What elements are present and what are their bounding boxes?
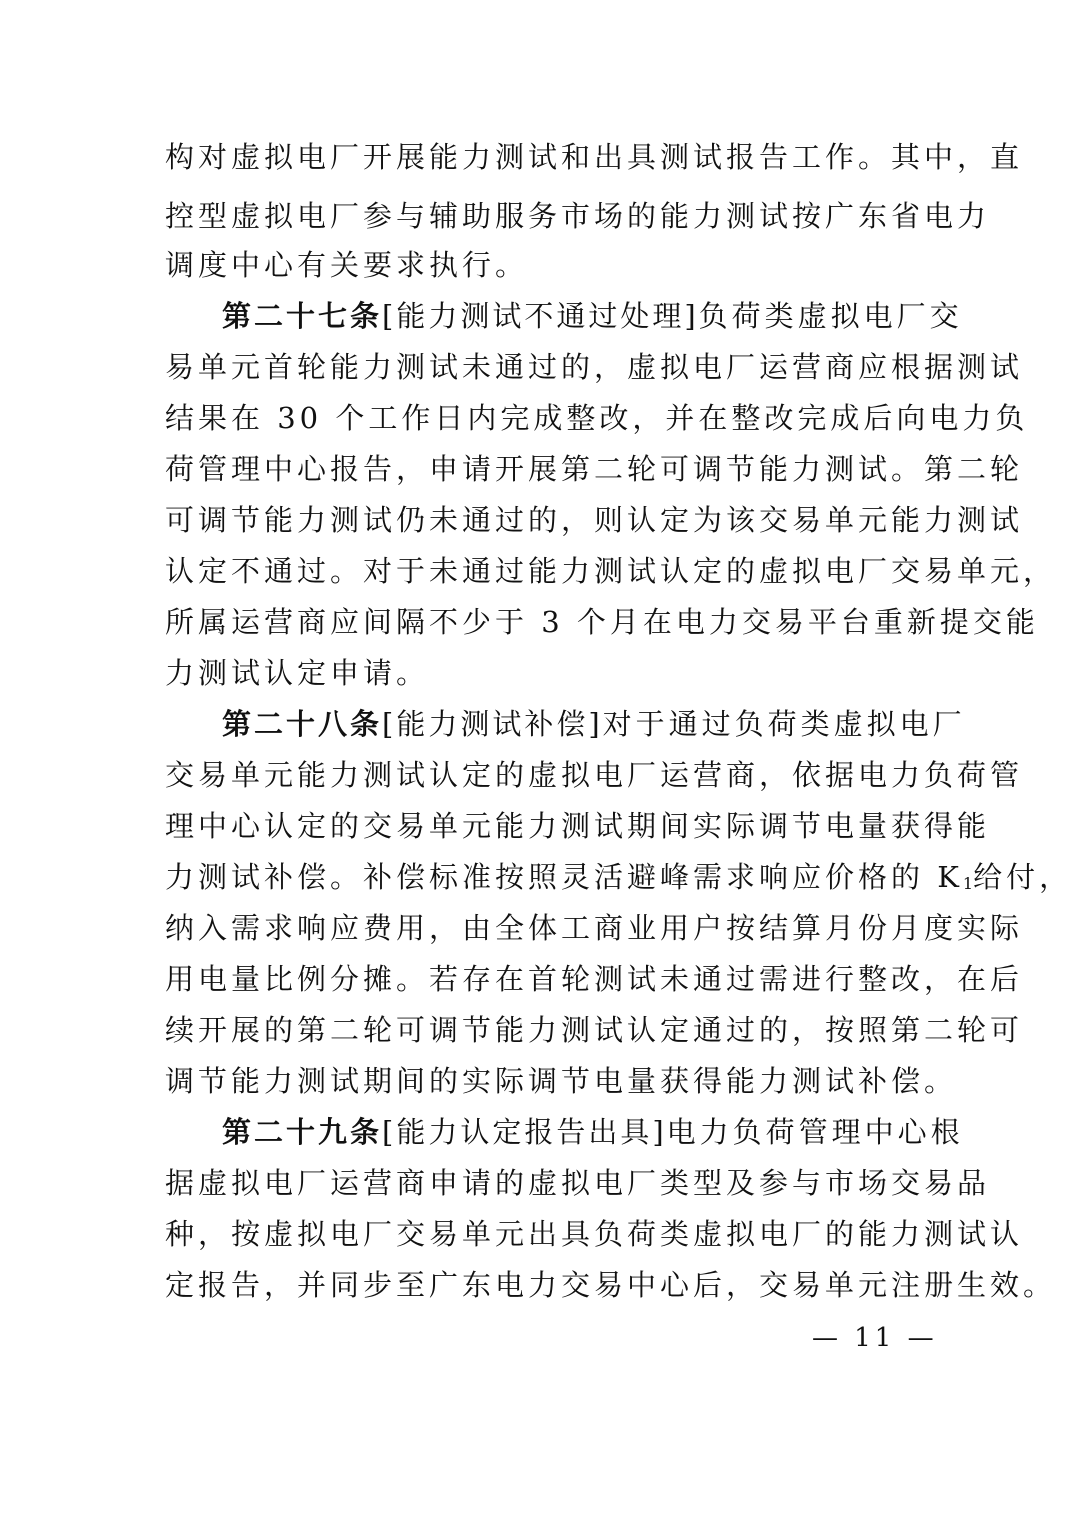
article-27-first-line: 负荷类虚拟电厂交	[698, 299, 963, 333]
paragraph-line: 控型虚拟电厂参与辅助服务市场的能力测试按广东省电力	[165, 199, 991, 233]
k-line-before: 力测试补偿。补偿标准按照灵活避峰需求响应价格的 K	[165, 860, 963, 894]
article-27-line: 认定不通过。对于未通过能力测试认定的虚拟电厂交易单元，	[165, 554, 1057, 588]
article-28-heading-line	[222, 704, 966, 744]
article-27-line: 可调节能力测试仍未通过的，则认定为该交易单元能力测试	[165, 503, 1024, 537]
page-number: — 11 —	[812, 1323, 938, 1353]
article-29-line: 种，按虚拟电厂交易单元出具负荷类虚拟电厂的能力测试认	[165, 1217, 1024, 1251]
article-29-line: 据虚拟电厂运营商申请的虚拟电厂类型及参与市场交易品	[165, 1166, 991, 1200]
k-line-subscript: 1	[962, 874, 974, 893]
article-27-line: 易单元首轮能力测试未通过的，虚拟电厂运营商应根据测试	[165, 350, 1024, 384]
article-27-heading-line	[222, 296, 963, 336]
article-27-line: 结果在 30 个工作日内完成整改，并在整改完成后向电力负	[165, 401, 1029, 435]
article-28-line: 调节能力测试期间的实际调节电量获得能力测试补偿。	[165, 1064, 958, 1098]
article-28-line: 续开展的第二轮可调节能力测试认定通过的，按照第二轮可	[165, 1013, 1024, 1047]
article-27-line: 荷管理中心报告，申请开展第二轮可调节能力测试。第二轮	[165, 452, 1024, 486]
article-27-line: 所属运营商应间隔不少于 3 个月在电力交易平台重新提交能	[165, 605, 1039, 639]
article-28-line: 理中心认定的交易单元能力测试期间实际调节电量获得能	[165, 809, 991, 843]
article-28-line: 交易单元能力测试认定的虚拟电厂运营商，依据电力负荷管	[165, 758, 1024, 792]
article-28-line: 用电量比例分摊。若存在首轮测试未通过需进行整改，在后	[165, 962, 1024, 996]
article-27-line: 力测试认定申请。	[165, 656, 430, 690]
article-28-first-line: 对于通过负荷类虚拟电厂	[602, 707, 966, 741]
article-29-line: 定报告，并同步至广东电力交易中心后，交易单元注册生效。	[165, 1268, 1057, 1302]
article-28-tag: [能力测试补偿]	[382, 707, 603, 741]
article-28-line: 纳入需求响应费用，由全体工商业用户按结算月份月度实际	[165, 911, 1024, 945]
k-line-after: 给付，	[973, 860, 1073, 894]
article-29-title: 第二十九条	[222, 1115, 383, 1149]
paragraph-line: 调度中心有关要求执行。	[165, 248, 529, 282]
article-27-title: 第二十七条	[222, 299, 383, 333]
article-29-heading-line	[222, 1112, 964, 1152]
article-29-tag: [能力认定报告出具]	[382, 1115, 667, 1149]
article-28-title: 第二十八条	[222, 707, 383, 741]
article-29-first-line: 电力负荷管理中心根	[666, 1115, 964, 1149]
paragraph-line: 构对虚拟电厂开展能力测试和出具测试报告工作。其中，直	[165, 140, 1024, 174]
article-27-tag: [能力测试不通过处理]	[382, 299, 699, 333]
article-28-k-line	[165, 857, 1073, 904]
